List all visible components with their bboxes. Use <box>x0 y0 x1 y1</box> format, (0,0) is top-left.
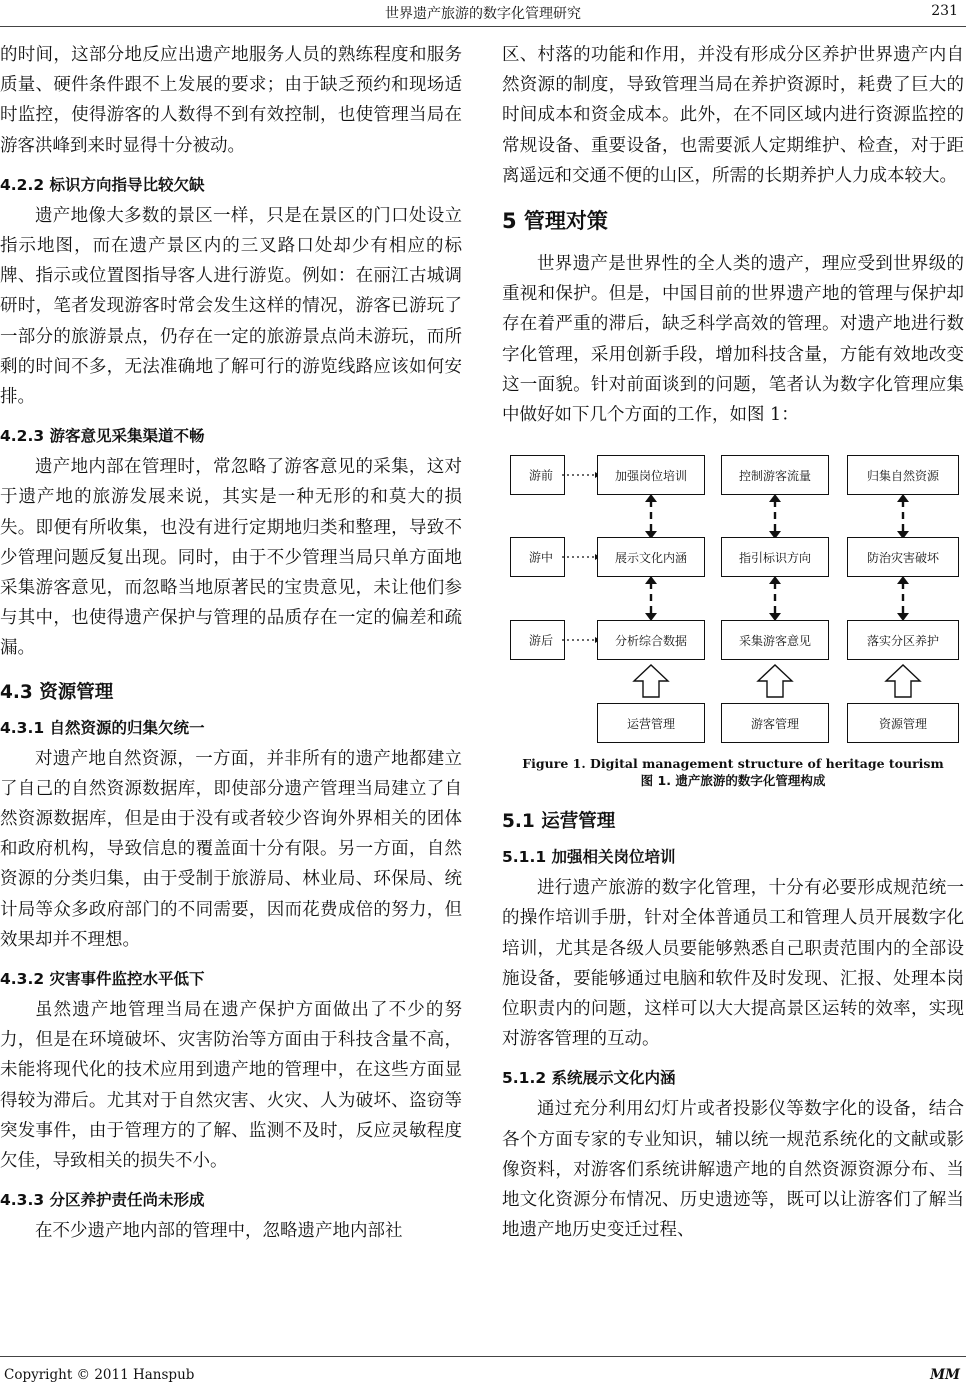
heading-5-1-2: 5.1.2 系统展示文化内涵 <box>502 1069 676 1088</box>
box-strengthen-training: 加强岗位培训 <box>597 455 705 495</box>
hollow-arrow-col3 <box>886 665 920 697</box>
box-collect-opinions: 采集游客意见 <box>721 620 829 660</box>
box-collect-natural-resources: 归集自然资源 <box>847 455 959 495</box>
hollow-up-arrows <box>634 665 920 697</box>
page-header <box>0 0 966 27</box>
heading-4-3-3: 4.3.3 分区养护责任尚未形成 <box>0 1191 205 1210</box>
figure-1-diagram <box>502 452 964 748</box>
paragraph-5-1-2: 通过充分利用幻灯片或者投影仪等数字化的设备，结合各个方面专家的专业知识，辅以统一规范系统化的文献或影像资料，对游客们系统讲解遗产地的自然资源资源分布、当地文化资源分布情况、历史遗迹等，既可以让游客们了解当地遗产地历史变迁过程、 <box>502 1099 964 1241</box>
journal-abbreviation: MM <box>930 1367 960 1383</box>
stage-label-post: 游后 <box>529 633 554 648</box>
heading-4-2-3: 4.2.3 游客意见采集渠道不畅 <box>0 427 205 446</box>
heading-5: 5 管理对策 <box>502 209 608 234</box>
heading-5-1: 5.1 运营管理 <box>502 811 616 833</box>
copyright-notice: Copyright © 2011 Hanspub <box>4 1367 195 1383</box>
paragraph-intro: 的时间，这部分地反应出遗产地服务人员的熟练程度和服务质量、硬件条件跟不上发展的要求；由于缺乏预约和现场适时监控，使得游客的人数得不到有效控制，也使管理当局在游客洪峰到来时显得十分被动。 <box>0 45 462 156</box>
stage-label-during: 游中 <box>529 550 554 565</box>
heading-4-3-2: 4.3.2 灾害事件监控水平低下 <box>0 970 205 989</box>
arrowhead-col1-b-up <box>645 576 657 584</box>
arrowhead-col2-b-up <box>769 576 781 584</box>
heading-5-1-1: 5.1.1 加强相关岗位培训 <box>502 848 676 867</box>
hollow-arrow-col2 <box>758 665 792 697</box>
arrowhead-col3-b-up <box>897 576 909 584</box>
box-analyze-data: 分析综合数据 <box>597 620 705 660</box>
box-guide-signage: 指引标识方向 <box>721 537 829 577</box>
arrowhead-col1-a-up <box>645 494 657 502</box>
box-operations-management: 运营管理 <box>597 703 705 743</box>
arrowhead-col3-a-up <box>897 494 909 502</box>
paragraph-5-1-1: 进行遗产旅游的数字化管理，十分有必要形成规范统一的操作培训手册，针对全体普通员工和管理人员开展数字化培训，尤其是各级人员要能够熟悉自己职责范围内的全部设施设备，要能够通过电脑和软件及时发现、汇报、处理本岗位职责内的问题，这样可以大大提高景区运转的效率，实现对游客管理的互动。 <box>502 878 964 1050</box>
right-column <box>502 40 964 1245</box>
box-prevent-disasters: 防治灾害破坏 <box>847 537 959 577</box>
stage-label-pre: 游前 <box>529 468 554 483</box>
box-resource-management: 资源管理 <box>847 703 959 743</box>
arrowhead-col2-a-up <box>769 494 781 502</box>
box-visitor-management: 游客管理 <box>721 703 829 743</box>
paragraph-5: 世界遗产是世界性的全人类的遗产，理应受到世界级的重视和保护。但是，中国目前的世界遗产地的管理与保护却存在着严重的滞后，缺乏科学高效的管理。对遗产地进行数字化管理，采用创新手段，增加科技含量，方能有效地改变这一面貌。针对前面谈到的问题，笔者认为数字化管理应集中做好如下几个方面的工作，如图 1： <box>502 254 964 426</box>
box-zone-maintenance: 落实分区养护 <box>847 620 959 660</box>
paragraph-4-3-3: 在不少遗产地内部的管理中，忽略遗产地内部社 <box>35 1221 403 1242</box>
box-control-visitor-flow: 控制游客流量 <box>721 455 829 495</box>
stage-box-during <box>510 537 565 577</box>
paragraph-4-3-1: 对遗产地自然资源，一方面，并非所有的遗产地都建立了自己的自然资源数据库，即使部分遗产管理当局建立了自然资源数据库，但是由于没有或者较少咨询外界相关的团体和政府机构，导致信息的覆盖面十分有限。另一方面，自然资源的分类归集，由于受制于旅游局、林业局、环保局、统计局等众多政府部门的不同需要，因而花费成倍的努力，但效果却并不理想。 <box>0 748 462 950</box>
stage-box-post <box>510 620 565 660</box>
heading-4-3-1: 4.3.1 自然资源的归集欠统一 <box>0 718 205 737</box>
box-display-culture: 展示文化内涵 <box>597 537 705 577</box>
stage-box-pre <box>510 455 565 495</box>
stage-dotted-links <box>562 475 595 640</box>
heading-4-2-2: 4.2.2 标识方向指导比较欠缺 <box>0 175 205 194</box>
page-footer <box>0 1356 966 1387</box>
page-number: 231 <box>931 3 958 19</box>
paragraph-4-2-3: 遗产地内部在管理时，常忽略了游客意见的采集，这对于遗产地的旅游发展来说，其实是一种无形的和莫大的损失。即便有所收集，也没有进行定期地归类和整理，导致不少管理问题反复出现。同时，由于不少管理当局只单方面地采集游客意见，而忽略当地原著民的宝贵意见，未让他们参与其中，也使得遗产保护与管理的品质存在一定的偏差和疏漏。 <box>0 457 462 659</box>
left-column <box>0 40 462 1247</box>
heading-4-3: 4.3 资源管理 <box>0 681 114 703</box>
hollow-arrow-col1 <box>634 665 668 697</box>
paragraph-continued: 区、村落的功能和作用，并没有形成分区养护世界遗产内自然资源的制度，导致管理当局在养护资源时，耗费了巨大的时间成本和资金成本。此外，在不同区域内进行资源监控的常规设备、重要设备，也需要派人定期维护、检查，对于距离遥远和交通不便的山区，所需的长期养护人力成本较大。 <box>502 45 964 186</box>
paragraph-4-3-2: 虽然遗产地管理当局在遗产保护方面做出了不少的努力，但是在环境破坏、灾害防治等方面由于科技含量不高，未能将现代化的技术应用到遗产地的管理中，在这些方面显得较为滞后。尤其对于自然灾害、火灾、人为破坏、盗窃等突发事件，由于管理方的了解、监测不及时，反应灵敏程度欠佳，导致相关的损失不小。 <box>0 1000 462 1172</box>
figure-caption-english: Figure 1. Digital management structure of heritage tourism <box>522 756 944 772</box>
figure-caption-chinese: 图 1. 遗产旅游的数字化管理构成 <box>640 773 826 789</box>
running-title: 世界遗产旅游的数字化管理研究 <box>385 6 581 22</box>
paragraph-4-2-2: 遗产地像大多数的景区一样，只是在景区的门口处设立指示地图，而在遗产景区内的三叉路口处却少有相应的标牌、指示或位置图指导客人进行游览。例如：在丽江古城调研时，笔者发现游客时常会发生这样的情况，游客已游玩了一部分的旅游景点，仍存在一定的旅游景点尚未游玩，而所剩的时间不多，无法准确地了解可行的游览线路应该如何安排。 <box>0 205 462 408</box>
